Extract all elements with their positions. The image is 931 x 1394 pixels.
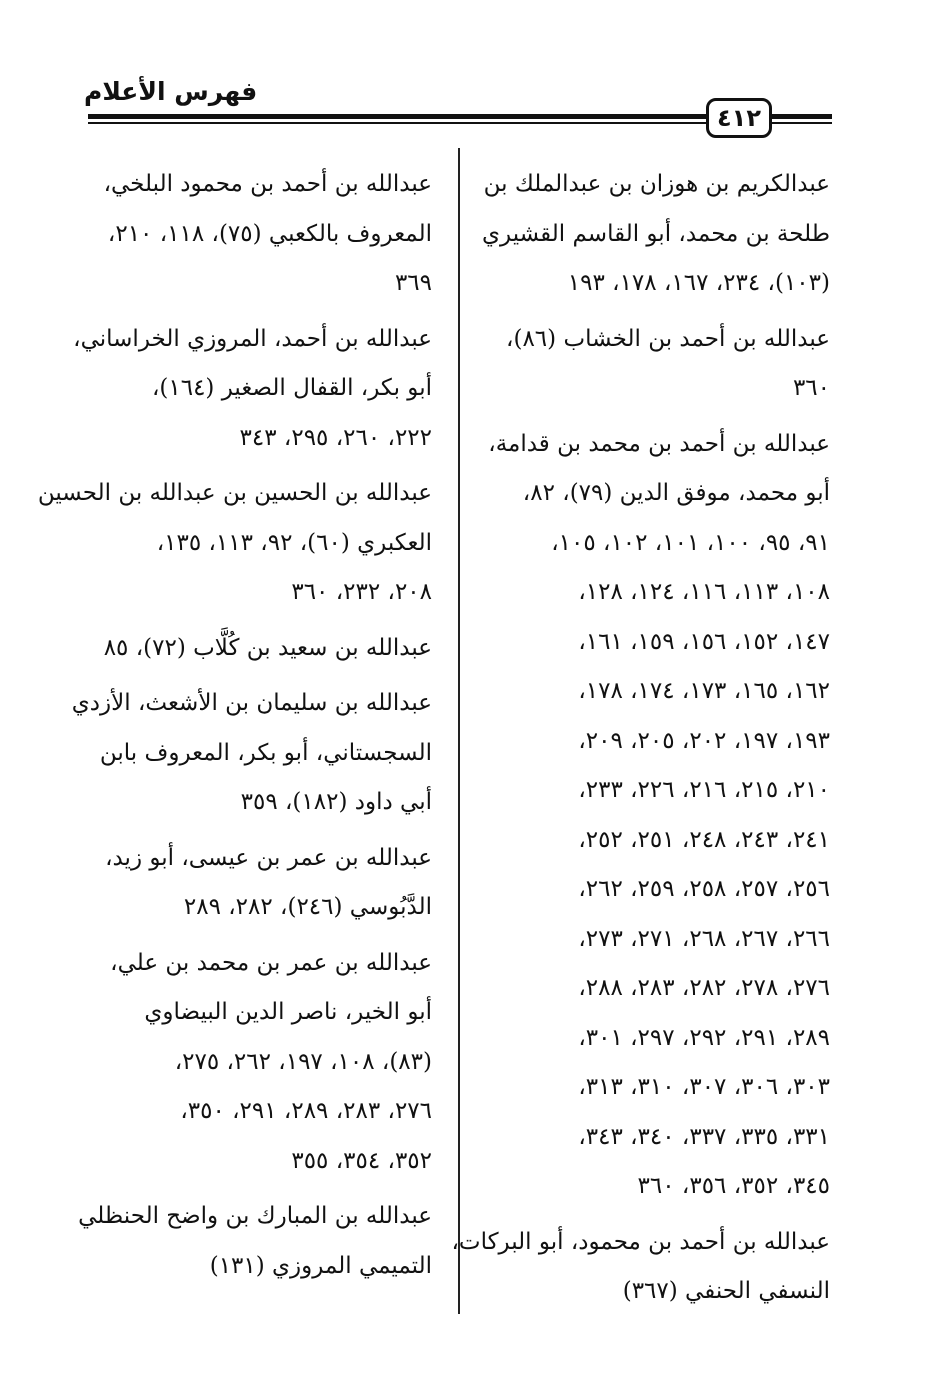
entry-heading-line: عبدالله بن أحمد بن محمود البلخي،: [103, 171, 432, 197]
entry-continuation-line: ٣٣١، ٣٣٥، ٣٣٧، ٣٤٠، ٣٤٣،: [578, 1123, 830, 1150]
entry-continuation-line: التميمي المروزي (١٣١): [209, 1252, 432, 1279]
entry-continuation-line: ٢١٠، ٢١٥، ٢١٦، ٢٢٦، ٢٣٣،: [578, 777, 830, 803]
left-column: [37, 160, 432, 1297]
entry-continuation-line: الدَّبُوسي (٢٤٦)، ٢٨٢، ٢٨٩: [183, 894, 432, 920]
entry-continuation-line: ٩١، ٩٥، ١٠٠، ١٠١، ١٠٢، ١٠٥،: [551, 529, 830, 556]
entry-continuation-line: ٢٥٦، ٢٥٧، ٢٥٨، ٢٥٩، ٢٦٢،: [578, 876, 830, 902]
entry-continuation-line: طلحة بن محمد، أبو القاسم القشيري: [482, 220, 830, 247]
entry-continuation-line: ١٤٧، ١٥٢، ١٥٦، ١٥٩، ١٦١،: [578, 628, 830, 655]
index-entry: [482, 160, 830, 309]
index-entry: [73, 315, 432, 464]
entry-continuation-line: ٢٤١، ٢٤٣، ٢٤٨، ٢٥١، ٢٥٢،: [578, 826, 830, 853]
header-rule-thick: [88, 114, 708, 119]
entry-continuation-line: (١٠٣)، ٢٣٤، ١٦٧، ١٧٨، ١٩٣: [567, 270, 830, 296]
entry-continuation-line: ٢٢٢، ٢٦٠، ٢٩٥، ٣٤٣: [239, 424, 432, 451]
header-rule-thin: [88, 122, 708, 124]
index-entry: [86, 160, 432, 309]
entry-heading-line: عبدالله بن عمر بن محمد بن علي،: [110, 949, 432, 976]
entry-heading-line: عبدالله بن سعيد بن كُلَّاب (٧٢)، ٨٥: [103, 634, 432, 661]
entry-continuation-line: ٣٦٩: [394, 270, 432, 296]
entry-continuation-line: ٢٧٦، ٢٧٨، ٢٨٢، ٢٨٣، ٢٨٨،: [578, 975, 830, 1001]
entry-heading-line: عبدالله بن أحمد بن محمود، أبو البركات،: [451, 1228, 830, 1255]
entry-heading-line: عبدالله بن أحمد بن الخشاب (٨٦)،: [506, 325, 830, 352]
index-entry: [37, 469, 432, 618]
column-divider: [458, 148, 460, 1314]
index-entry: [86, 624, 432, 674]
entry-continuation-line: ١٠٨، ١١٣، ١١٦، ١٢٤، ١٢٨،: [578, 579, 830, 605]
entry-continuation-line: ١٦٢، ١٦٥، ١٧٣، ١٧٤، ١٧٨،: [578, 678, 830, 704]
entry-heading-line: عبدالله بن أحمد بن محمد بن قدامة،: [488, 430, 830, 457]
index-entry: [78, 1192, 432, 1291]
entry-continuation-line: ٢٦٦، ٢٦٧، ٢٦٨، ٢٧١، ٢٧٣،: [578, 925, 830, 952]
index-entry: [488, 315, 830, 414]
header-rule-thick-right: [772, 114, 832, 119]
entry-heading-line: عبدالله بن أحمد، المروزي الخراساني،: [73, 325, 432, 352]
entry-continuation-line: ٣٠٣، ٣٠٦، ٣٠٧، ٣١٠، ٣١٣،: [578, 1074, 830, 1100]
page-header-title: فهرس الأعلام: [84, 77, 258, 106]
entry-continuation-line: المعروف بالكعبي (٧٥)، ١١٨، ٢١٠،: [107, 220, 432, 247]
entry-continuation-line: ٣٥٢، ٣٥٤، ٣٥٥: [291, 1147, 432, 1174]
entry-heading-line: عبدالله بن المبارك بن واضح الحنظلي: [78, 1203, 432, 1229]
page-number: ٤١٢: [706, 98, 772, 138]
entry-continuation-line: السجستاني، أبو بكر، المعروف بابن: [99, 739, 432, 766]
index-entry: [86, 834, 432, 933]
entry-heading-line: عبدالكريم بن هوزان بن عبدالملك بن: [483, 171, 830, 197]
index-entry: [488, 420, 830, 1212]
entry-continuation-line: أبي داود (١٨٢)، ٣٥٩: [240, 789, 432, 815]
index-entry: [451, 1218, 830, 1317]
entry-heading-line: عبدالله بن سليمان بن الأشعث، الأزدي: [71, 690, 432, 716]
header-rule-thin-right: [772, 122, 832, 124]
entry-continuation-line: ٣٦٠: [792, 375, 830, 401]
entry-continuation-line: ٢٧٦، ٢٨٣، ٢٨٩، ٢٩١، ٣٥٠،: [180, 1098, 432, 1124]
entry-continuation-line: (٨٣)، ١٠٨، ١٩٧، ٢٦٢، ٢٧٥،: [174, 1048, 432, 1075]
entry-continuation-line: ١٩٣، ١٩٧، ٢٠٢، ٢٠٥، ٢٠٩،: [578, 727, 830, 754]
entry-continuation-line: أبو محمد، موفق الدين (٧٩)، ٨٢،: [522, 480, 830, 506]
entry-continuation-line: ٢٨٩، ٢٩١، ٢٩٢، ٢٩٧، ٣٠١،: [578, 1024, 830, 1051]
entry-continuation-line: النسفي الحنفي (٣٦٧): [622, 1278, 830, 1304]
entry-heading-line: عبدالله بن عمر بن عيسى، أبو زيد،: [105, 844, 432, 871]
entry-continuation-line: أبو الخير، ناصر الدين البيضاوي: [144, 999, 432, 1025]
entry-continuation-line: أبو بكر، القفال الصغير (١٦٤)،: [151, 375, 432, 401]
index-entry: [86, 939, 432, 1187]
entry-continuation-line: ٢٠٨، ٢٣٢، ٣٦٠: [291, 579, 432, 605]
index-entry: [71, 679, 432, 828]
entry-continuation-line: العكبري (٦٠)، ٩٢، ١١٣، ١٣٥،: [156, 529, 432, 556]
entry-heading-line: عبدالله بن الحسين بن عبدالله بن الحسين: [37, 480, 432, 506]
right-column: [451, 160, 830, 1323]
entry-continuation-line: ٣٤٥، ٣٥٢، ٣٥٦، ٣٦٠: [637, 1173, 830, 1199]
